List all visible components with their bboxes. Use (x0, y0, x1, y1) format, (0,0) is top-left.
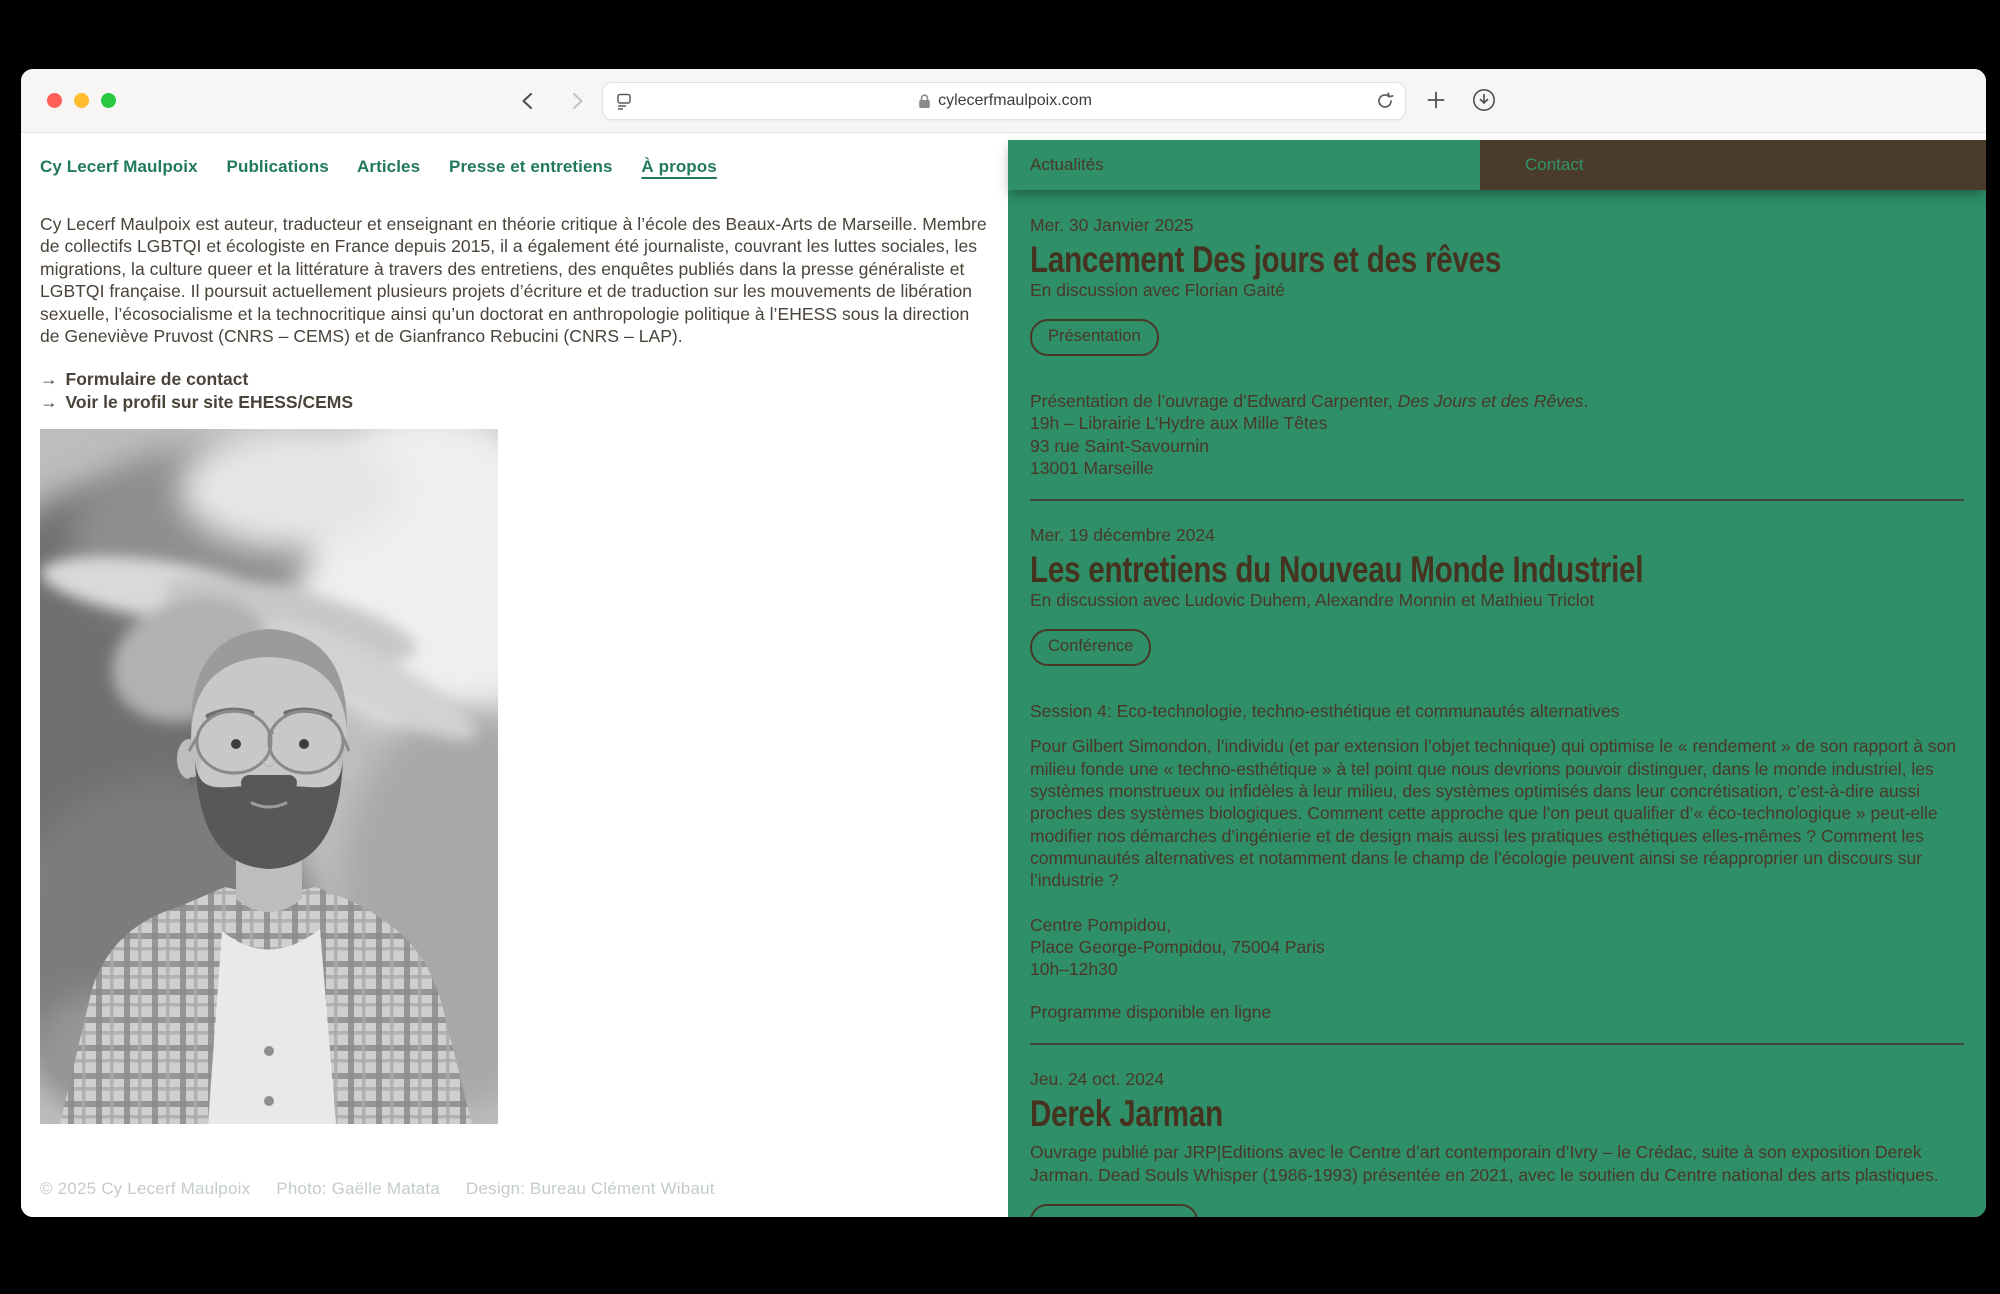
nav-item-home[interactable]: Cy Lecerf Maulpoix (40, 157, 198, 176)
copyright-text: © 2025 Cy Lecerf Maulpoix (40, 1179, 251, 1198)
venue-line: Place George-Pompidou, 75004 Paris (1030, 936, 1325, 957)
fullscreen-button[interactable] (101, 93, 116, 108)
event-divider (1030, 499, 1964, 501)
shirt-button (264, 1046, 274, 1056)
portrait-photo (40, 429, 498, 1124)
event-detail-line: 13001 Marseille (1030, 457, 1154, 478)
eye-right (299, 739, 309, 749)
event-date: Jeu. 24 oct. 2024 (1030, 1069, 1165, 1090)
event-detail-line (1030, 390, 1964, 412)
arrow-right-icon: → (40, 391, 58, 412)
address-bar[interactable] (602, 82, 1406, 120)
tab-actualites[interactable]: Actualités (1008, 140, 1480, 190)
event-paragraph: Pour Gilbert Simondon, l’individu (et par extension l’objet technique) qui optimise le « rendement » de son rapport à son milieu fonde une « techno-esthétique » à tel point que nous devrions pouvoir distinguer, dans le monde industriel, les systèmes monstrueux ou infidèles à leur milieu, des systèmes optimisés dans leur concrétisation, c’est-à-dire aussi proches des systèmes biologiques. Comment cette approche que l’on peut qualifier d’« éco-technologique » peut-elle modifier nos démarches d’ingénierie et de design mais aussi les pratiques esthétiques elles-mêmes ? Comment les communautés alternatives et notamment dans le champ de l’écologie peuvent ainsi se réapproprier un discours sur l’industrie ? (1030, 736, 1957, 891)
moustache (241, 775, 297, 791)
forward-button[interactable] (566, 90, 588, 112)
browser-window (21, 69, 1986, 1217)
nav-item-articles[interactable]: Articles (357, 157, 421, 176)
download-circle-icon (1472, 88, 1496, 112)
ehess-profile-link-label: Voir le profil sur site EHESS/CEMS (65, 391, 354, 412)
about-links (40, 368, 1008, 413)
minimize-button[interactable] (74, 93, 89, 108)
event-tag-partial[interactable] (1030, 1204, 1198, 1217)
contact-form-link[interactable] (40, 368, 1008, 390)
site-navigation (21, 133, 1008, 177)
arrow-right-icon: → (40, 369, 58, 390)
site-footer (40, 1179, 741, 1199)
event-tag[interactable]: Présentation (1030, 319, 1159, 356)
url-text: cylecerfmaulpoix.com (938, 92, 1092, 109)
event-subtitle: En discussion avec Florian Gaité (1030, 280, 1285, 300)
portrait-illustration (40, 429, 498, 1124)
lock-icon (918, 93, 931, 109)
detail-text: . (1583, 391, 1589, 411)
nav-item-presse[interactable]: Presse et entretiens (449, 157, 613, 176)
event-title[interactable]: Derek Jarman (1030, 1093, 1223, 1135)
shirt-button (264, 1096, 274, 1106)
event-paragraph: Ouvrage publié par JRP|Editions avec le Centre d’art contemporain d’Ivry – le Crédac, suite à son exposition Derek Jarman. Dead Souls Whisper (1986-1993) présentée en 2021, avec le soutien du Centre national des arts plastiques. (1030, 1142, 1939, 1185)
event-title[interactable]: Lancement Des jours et des rêves (1030, 239, 1502, 280)
chevron-left-icon (518, 91, 538, 111)
ehess-profile-link[interactable] (40, 391, 1008, 413)
event-date: Mer. 30 Janvier 2025 (1030, 215, 1194, 235)
bio-paragraph: Cy Lecerf Maulpoix est auteur, traducteur et enseignant en théorie critique à l’école des Beaux-Arts de Marseille. Membre de collectifs LGBTQI et écologiste en France depuis 2015, il a également été journaliste, couvrant les luttes sociales, les migrations, la culture queer et la littérature à travers des entretiens, des enquêtes publiés dans la presse généraliste et LGBTQI française. Il poursuit actuellement plusieurs projets d’écriture et de traduction sur les mouvements de libération sexuelle, l’écosocialisme et la technocritique ainsi qu’un doctorat en anthropologie politique à l’EHESS sous la direction de Geneviève Pruvost (CNRS – CEMS) et de Gianfranco Rebucini (CNRS – LAP). (40, 214, 987, 347)
book-title: Des Jours et des Rêves (1397, 391, 1584, 411)
new-tab-button[interactable] (1423, 87, 1449, 113)
reload-button[interactable] (1376, 92, 1394, 110)
page-content (21, 133, 1986, 1217)
tab-contact[interactable]: Contact (1480, 140, 1986, 190)
contact-form-link-label: Formulaire de contact (65, 369, 249, 390)
event-details (1030, 390, 1964, 479)
event-subtitle: En discussion avec Ludovic Duhem, Alexandre Monnin et Mathieu Triclot (1030, 590, 1595, 611)
detail-text: Présentation de l’ouvrage d’Edward Carpenter, (1030, 391, 1398, 411)
event-venue (1030, 914, 1964, 981)
traffic-lights (47, 93, 116, 108)
event-item (1030, 1069, 1964, 1217)
event-item (1030, 525, 1964, 1023)
sidebar-button[interactable] (614, 91, 634, 111)
event-programme-link[interactable]: Programme disponible en ligne (1030, 1002, 1272, 1023)
earring (188, 777, 196, 785)
close-button[interactable] (47, 93, 62, 108)
design-credit: Design: Bureau Clément Wibaut (466, 1179, 715, 1198)
news-header (1008, 140, 1986, 190)
plus-icon (1426, 90, 1446, 110)
venue-line: Centre Pompidou, (1030, 914, 1172, 935)
eye-left (231, 739, 241, 749)
event-detail-line: 19h – Librairie L’Hydre aux Mille Têtes (1030, 413, 1328, 434)
chevron-right-icon (567, 91, 587, 111)
white-tshirt (208, 929, 336, 1124)
event-tag[interactable]: Conférence (1030, 629, 1151, 666)
photo-credit: Photo: Gaëlle Matata (276, 1179, 441, 1198)
event-date: Mer. 19 décembre 2024 (1030, 525, 1215, 546)
event-title[interactable]: Les entretiens du Nouveau Monde Industriel (1030, 549, 1644, 591)
news-panel (1008, 133, 1986, 1217)
url-display[interactable] (634, 92, 1376, 110)
toolbar-actions (1423, 87, 1497, 113)
about-panel (21, 133, 1008, 1217)
sidebar-icon (614, 91, 634, 111)
event-detail-line: 93 rue Saint-Savournin (1030, 435, 1209, 456)
event-divider (1030, 1043, 1964, 1045)
back-button[interactable] (517, 90, 539, 112)
reload-icon (1376, 92, 1394, 110)
downloads-button[interactable] (1471, 87, 1497, 113)
venue-line: 10h–12h30 (1030, 959, 1118, 980)
nav-item-publications[interactable]: Publications (226, 157, 329, 176)
event-session: Session 4: Eco-technologie, techno-esthétique et communautés alternatives (1030, 701, 1620, 722)
nav-item-a-propos[interactable]: À propos (641, 157, 717, 176)
browser-toolbar (21, 69, 1986, 133)
news-feed (1008, 190, 1986, 1217)
event-item (1030, 215, 1964, 479)
